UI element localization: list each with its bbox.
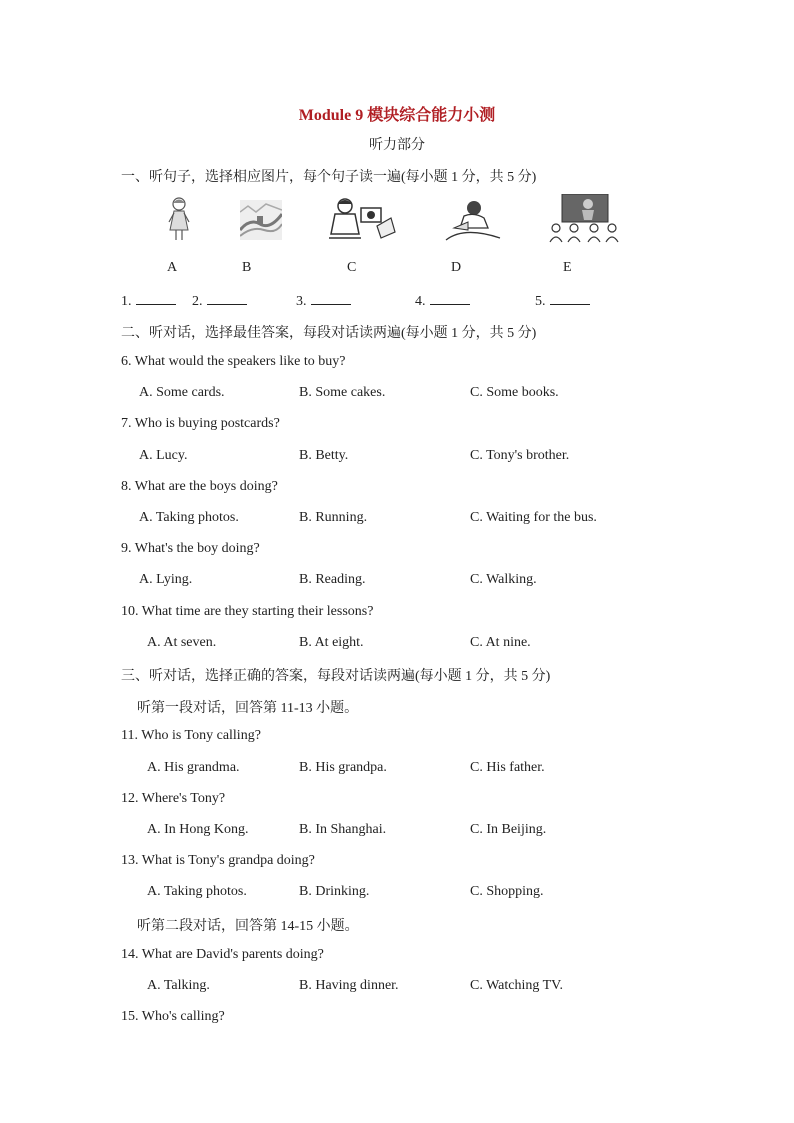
option-7b[interactable]: B. Betty. <box>299 448 349 463</box>
option-13c[interactable]: C. Shopping. <box>470 884 544 899</box>
question-12: 12. Where's Tony? <box>121 791 226 806</box>
section3-heading: 三、听对话，选择正确的答案，每段对话读两遍(每小题 1 分，共 5 分) <box>121 669 551 684</box>
person-lying-reading-icon <box>444 196 502 242</box>
picture-label-e: E <box>563 260 572 275</box>
question-10: 10. What time are they starting their lessons? <box>121 604 374 619</box>
option-6c[interactable]: C. Some books. <box>470 385 559 400</box>
option-8a[interactable]: A. Taking photos. <box>139 510 239 525</box>
section2-heading: 二、听对话，选择最佳答案，每段对话读两遍(每小题 1 分，共 5 分) <box>121 326 537 341</box>
question-7: 7. Who is buying postcards? <box>121 416 280 431</box>
option-12b[interactable]: B. In Shanghai. <box>299 822 387 837</box>
question-6: 6. What would the speakers like to buy? <box>121 354 346 369</box>
option-9c[interactable]: C. Walking. <box>470 572 537 587</box>
option-12a[interactable]: A. In Hong Kong. <box>147 822 249 837</box>
page-title: Module 9 模块综合能力小测 <box>298 107 496 124</box>
answer-blank-1[interactable]: 1. <box>121 292 176 310</box>
question-14: 14. What are David's parents doing? <box>121 947 324 962</box>
picture-label-b: B <box>242 260 252 275</box>
option-8b[interactable]: B. Running. <box>299 510 368 525</box>
answer-blank-5[interactable]: 5. <box>535 292 590 310</box>
option-14c[interactable]: C. Watching TV. <box>470 978 563 993</box>
answer-blank-3[interactable]: 3. <box>296 292 351 310</box>
picture-label-c: C <box>347 260 357 275</box>
option-7c[interactable]: C. Tony's brother. <box>470 448 570 463</box>
option-7a[interactable]: A. Lucy. <box>139 448 188 463</box>
question-15: 15. Who's calling? <box>121 1009 225 1024</box>
question-8: 8. What are the boys doing? <box>121 479 278 494</box>
answer-blank-4[interactable]: 4. <box>415 292 470 310</box>
option-9b[interactable]: B. Reading. <box>299 572 366 587</box>
page-subtitle: 听力部分 <box>369 138 425 153</box>
option-8c[interactable]: C. Waiting for the bus. <box>470 510 597 525</box>
answer-blank-2[interactable]: 2. <box>192 292 247 310</box>
section1-heading: 一、听句子，选择相应图片，每个句子读一遍(每小题 1 分，共 5 分) <box>121 170 537 185</box>
question-9: 9. What's the boy doing? <box>121 541 260 556</box>
option-13b[interactable]: B. Drinking. <box>299 884 370 899</box>
option-14a[interactable]: A. Talking. <box>147 978 210 993</box>
great-wall-icon <box>240 200 282 240</box>
picture-label-d: D <box>451 260 462 275</box>
option-10a[interactable]: A. At seven. <box>147 635 217 650</box>
section3-part1-heading: 听第一段对话，回答第 11-13 小题。 <box>137 701 359 716</box>
option-9a[interactable]: A. Lying. <box>139 572 193 587</box>
option-6a[interactable]: A. Some cards. <box>139 385 225 400</box>
section3-part2-heading: 听第二段对话，回答第 14-15 小题。 <box>137 919 359 934</box>
question-13: 13. What is Tony's grandpa doing? <box>121 853 315 868</box>
option-6b[interactable]: B. Some cakes. <box>299 385 386 400</box>
question-11: 11. Who is Tony calling? <box>121 728 261 743</box>
option-11a[interactable]: A. His grandma. <box>147 760 240 775</box>
option-14b[interactable]: B. Having dinner. <box>299 978 399 993</box>
option-10c[interactable]: C. At nine. <box>470 635 531 650</box>
girl-figure-icon <box>166 196 192 242</box>
picture-label-a: A <box>167 260 178 275</box>
audience-watching-screen-icon <box>548 194 622 244</box>
option-10b[interactable]: B. At eight. <box>299 635 364 650</box>
option-11c[interactable]: C. His father. <box>470 760 545 775</box>
option-13a[interactable]: A. Taking photos. <box>147 884 247 899</box>
option-11b[interactable]: B. His grandpa. <box>299 760 387 775</box>
option-12c[interactable]: C. In Beijing. <box>470 822 547 837</box>
person-with-camera-icon <box>325 196 397 242</box>
